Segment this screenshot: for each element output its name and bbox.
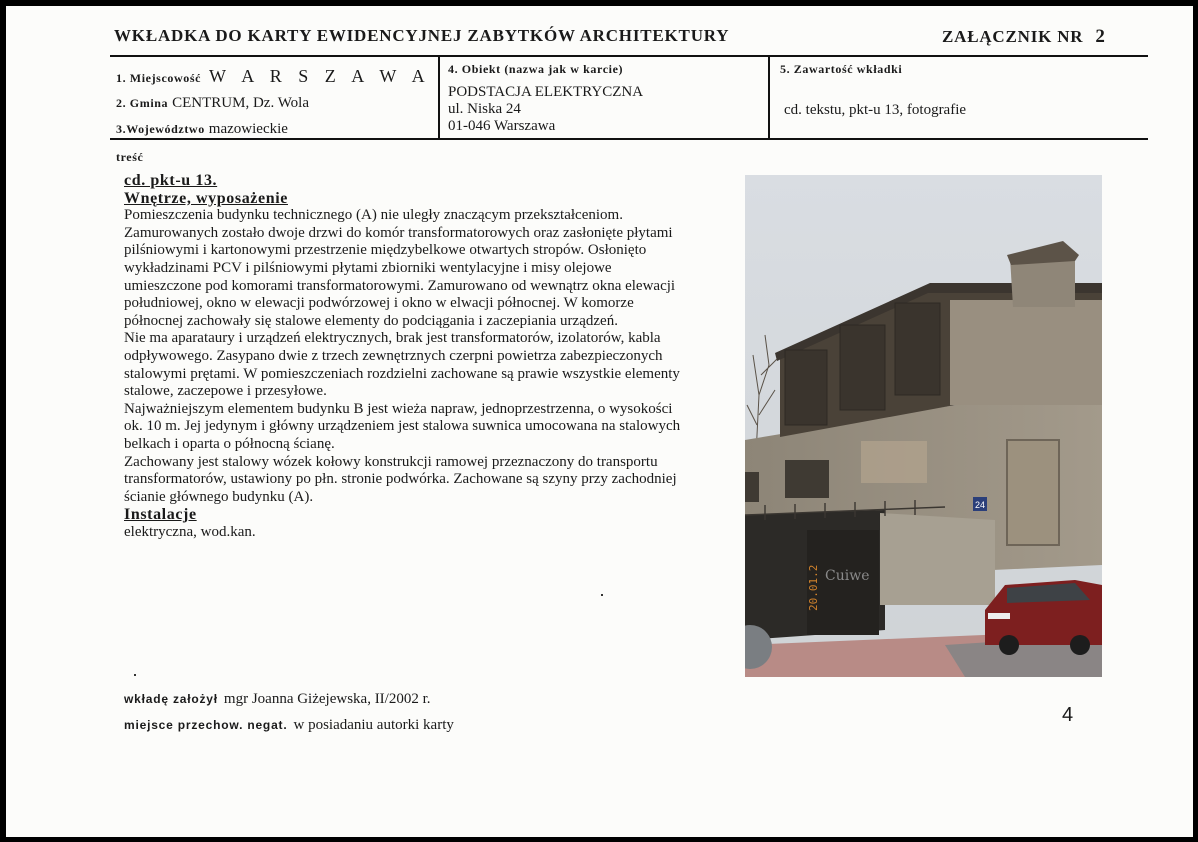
footer-przechow <box>124 716 454 734</box>
obiekt-label: 4. Obiekt (nazwa jak w karcie) <box>448 62 624 76</box>
obiekt-line: 01-046 Warszawa <box>448 118 556 134</box>
przechow-label: miejsce przechow. negat. <box>124 718 288 732</box>
obiekt-value <box>448 84 643 135</box>
zawartosc-label: 5. Zawartość wkładki <box>780 62 903 76</box>
column-divider-1 <box>438 55 440 140</box>
instalacje-value: elektryczna, wod.kan. <box>124 523 256 540</box>
gmina-label: 2. Gmina <box>116 96 169 110</box>
body-text <box>124 172 684 541</box>
zalozyl-label: wkładę założył <box>124 692 218 706</box>
window <box>785 460 829 498</box>
column-divider-2 <box>768 55 770 140</box>
wojewodztwo-value: mazowieckie <box>208 121 288 137</box>
section-heading-pkt13: cd. pkt-u 13. <box>124 172 218 189</box>
miejscowosc-value: W A R S Z A W A <box>209 66 431 86</box>
graffiti: Cuiwe <box>825 568 870 584</box>
upper-wall-right <box>950 300 1102 405</box>
street-number: 24 <box>974 500 986 510</box>
zalozyl-value: mgr Joanna Giżejewska, II/2002 r. <box>223 691 431 707</box>
obiekt-line: PODSTACJA ELEKTRYCZNA <box>448 84 644 100</box>
przechow-value: w posiadaniu autorki karty <box>293 717 454 733</box>
field-wojewodztwo <box>116 120 288 138</box>
obiekt-line: ul. Niska 24 <box>448 101 521 117</box>
red-car <box>985 580 1102 655</box>
attachment-number: 2 <box>1095 26 1106 47</box>
wojewodztwo-label: 3.Województwo <box>116 122 205 136</box>
document-title: WKŁADKA DO KARTY EWIDENCYJNEJ ZABYTKÓW ARCHITEKTURY <box>114 26 730 45</box>
field-gmina <box>116 94 309 112</box>
faded-sign <box>861 441 927 483</box>
gmina-value: CENTRUM, Dz. Wola <box>172 95 309 111</box>
tresc-label: treść <box>116 150 144 164</box>
footer-zalozyl <box>124 690 431 708</box>
stray-mark <box>601 594 603 596</box>
section-heading-wnetrze: Wnętrze, wyposażenie <box>124 189 288 207</box>
window <box>745 472 759 502</box>
date-stamp: 20.01.2 <box>807 564 820 611</box>
zawartosc-value: cd. tekstu, pkt-u 13, fotografie <box>784 102 967 118</box>
field-miejscowosc <box>116 66 431 87</box>
miejscowosc-label: 1. Miejscowość <box>116 71 202 85</box>
fields-bottom-rule <box>110 138 1148 140</box>
stucco-wall <box>880 513 995 605</box>
top-rule <box>110 55 1148 57</box>
page-number: 4 <box>1062 704 1074 726</box>
bricked-door <box>1007 440 1059 545</box>
attachment-label-text: ZAŁĄCZNIK NR <box>942 27 1084 46</box>
section-heading-instalacje: Instalacje <box>124 506 197 524</box>
paragraph: Najważniejszym elementem budynku B jest wieża napraw, jednoprzestrzenna, o wysokości ok. 10 m. Jej jedynym i główny urządzeniem jest stalowa suwnica umocowana na stalowych belkach i oparta o północną ścianę. <box>124 400 681 452</box>
building-photo <box>745 175 1102 677</box>
paragraph: Zachowany jest stalowy wózek kołowy konstrukcji ramowej przeznaczony do transportu transformatorów, ustawiony po płn. stronie podwórka. Zachowane są szyny przy zachodniej ścianie głównego budynku (A). <box>124 453 677 505</box>
paragraph: Nie ma aparataury i urządzeń elektrycznych, brak jest transformatorów, izolatorów, kabla odpływowego. Zasypano dwie z trzech zewnętrznych czerpni powietrza zabezpieczonych stalowymi prętami. W pomieszczeniach rozdzielni zachowane są prawie wszystkie elementy stalowe, zaczepowe i przesyłowe. <box>124 330 680 400</box>
attachment-label <box>942 26 1106 48</box>
paragraph: Pomieszczenia budynku technicznego (A) nie uległy znaczącym przekształceniom. Zamurowanych zostało dwoje drzwi do komór transformatorowych oraz zasłonięte płytami pilśniowymi i kartonowymi przestrzenie międzybelkowe otwartych stropów. Osłonięto wykładzinami PCV i pilśniowymi płytami zbiorniki wentylacyjne i misy olejowe umieszczone pod komorami transformatorowymi. Zamurowano od wewnątrz okna elewacji południowej, okno w elewacji podwórzowej i okno w elwacji północnej. W komorze północnej zachowały się stalowe elementy do podciągania i zaczepiania urządzeń. <box>124 207 676 329</box>
stray-mark <box>134 674 136 676</box>
